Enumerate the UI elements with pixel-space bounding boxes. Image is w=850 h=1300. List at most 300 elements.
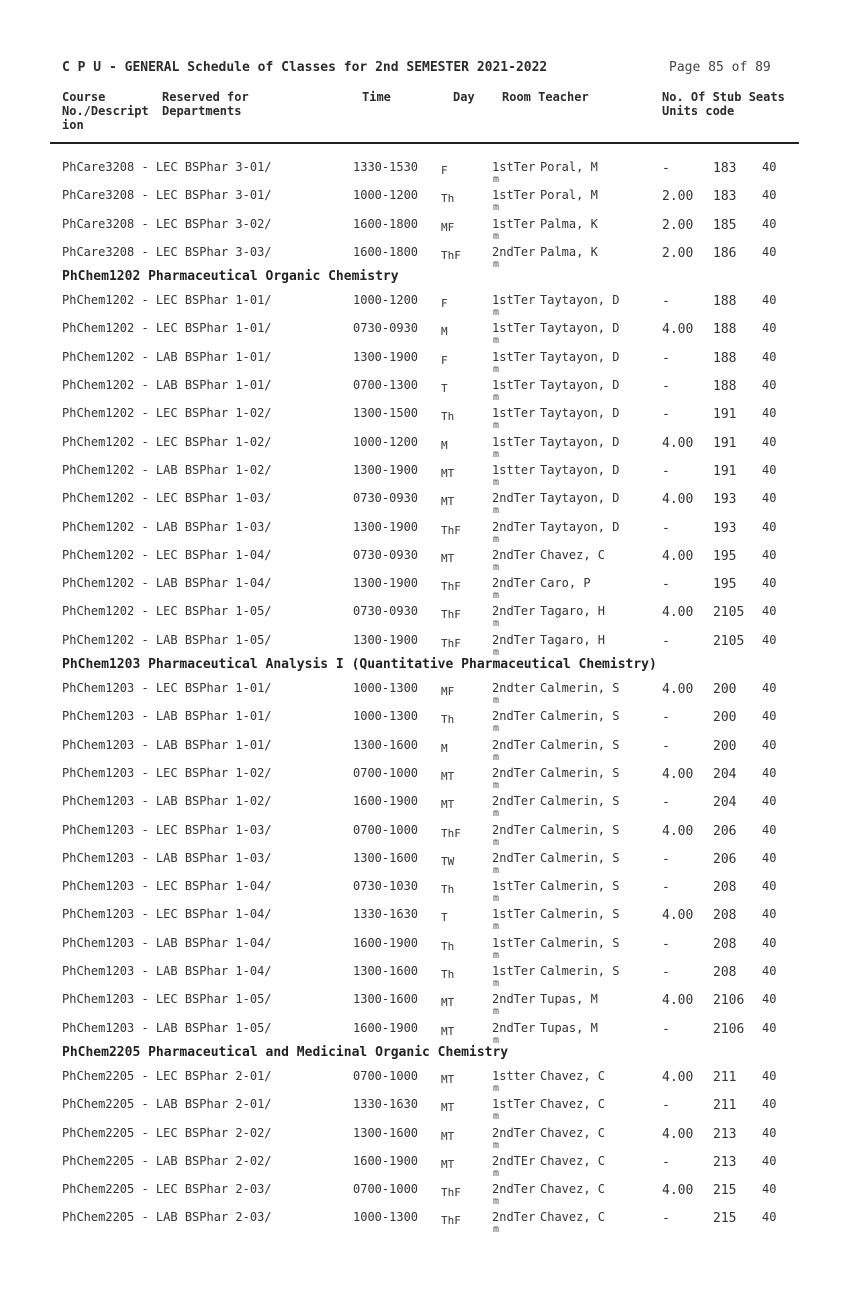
table-row — [0, 568, 850, 602]
table-row — [0, 512, 850, 545]
time-cell: 1600-1900 — [353, 794, 419, 809]
teacher-name-suffix: m — [493, 258, 500, 270]
units-cell: 4.00 — [662, 766, 694, 782]
day-cell: ThF — [441, 523, 461, 537]
course-cell: PhChem2205 - LEC BSPhar 2-03/ — [62, 1182, 272, 1197]
teacher-name-suffix: m — [493, 420, 500, 432]
stub-code-cell: 215 — [713, 1211, 737, 1227]
course-cell: PhChem1202 - LEC BSPhar 1-02/ — [62, 434, 272, 449]
teacher-cell: Tagaro, H — [540, 632, 606, 647]
stub-code-cell: 215 — [713, 1183, 737, 1199]
table-row — [0, 928, 850, 961]
stub-code-cell: 206 — [713, 823, 737, 839]
time-cell: 1600-1800 — [353, 244, 419, 259]
teacher-cell: Calmerin, S — [540, 709, 620, 724]
seats-cell: 40 — [762, 1210, 777, 1225]
seats-cell: 40 — [762, 765, 777, 780]
room-cell: 2ndTer — [492, 822, 536, 837]
stub-code-cell: 204 — [713, 766, 737, 782]
room-cell: 1stTer — [492, 188, 536, 203]
room-cell: 1stTer — [492, 216, 536, 231]
day-cell: M — [441, 325, 448, 339]
teacher-cell: Palma, K — [540, 216, 598, 231]
teacher-cell: Taytayon, D — [540, 519, 620, 534]
table-row — [0, 427, 850, 460]
teacher-cell: Poral, M — [540, 188, 598, 203]
course-cell: PhChem1203 - LAB BSPhar 1-05/ — [62, 1020, 272, 1035]
room-cell: 1stTer — [492, 349, 536, 364]
course-section-heading — [0, 653, 850, 673]
day-cell: T — [441, 911, 448, 925]
course-cell: PhCare3208 - LEC BSPhar 3-01/ — [62, 188, 272, 203]
stub-code-cell: 188 — [713, 294, 737, 310]
teacher-cell: Tupas, M — [540, 1020, 598, 1035]
teacher-name-suffix: m — [493, 723, 500, 735]
teacher-cell: Chavez, C — [540, 1182, 606, 1197]
day-cell: Th — [441, 883, 455, 897]
stub-code-cell: 200 — [713, 738, 737, 754]
seats-cell: 40 — [762, 293, 777, 308]
teacher-name-suffix: m — [493, 307, 500, 319]
table-row — [0, 786, 850, 820]
column-header-time: Time — [362, 90, 391, 104]
teacher-name-suffix: m — [493, 646, 500, 658]
teacher-cell: Chavez, C — [540, 1125, 606, 1140]
units-cell: - — [662, 851, 670, 867]
teacher-name-suffix: m — [493, 1006, 500, 1018]
teacher-cell: Palma, K — [540, 244, 598, 259]
stub-code-cell: 211 — [713, 1069, 737, 1085]
seats-cell: 40 — [762, 632, 777, 647]
day-cell: MT — [441, 996, 455, 1010]
table-row — [0, 342, 850, 375]
column-header-room-teacher: Room Teacher — [502, 90, 589, 104]
course-cell: PhChem1203 - LAB BSPhar 1-03/ — [62, 850, 272, 865]
column-header-reserved: Reserved for Departments — [162, 90, 249, 118]
units-cell: 4.00 — [662, 322, 694, 338]
teacher-cell: Calmerin, S — [540, 935, 620, 950]
room-cell: 1stTer — [492, 879, 536, 894]
room-cell: 2ndTer — [492, 1210, 536, 1225]
room-cell: 2ndTer — [492, 737, 536, 752]
units-cell: 2.00 — [662, 245, 694, 261]
room-cell: 1stTer — [492, 321, 536, 336]
seats-cell: 40 — [762, 907, 777, 922]
day-cell: F — [441, 353, 448, 367]
seats-cell: 40 — [762, 709, 777, 724]
table-row — [0, 152, 850, 185]
table-row — [0, 596, 850, 630]
teacher-name-suffix: m — [493, 751, 500, 763]
course-cell: PhChem1202 - LAB BSPhar 1-05/ — [62, 632, 272, 647]
seats-cell: 40 — [762, 737, 777, 752]
units-cell: - — [662, 1021, 670, 1037]
course-cell: PhChem1202 - LAB BSPhar 1-03/ — [62, 519, 272, 534]
course-cell: PhChem1203 - LAB BSPhar 1-04/ — [62, 964, 272, 979]
time-cell: 0700-1000 — [353, 1182, 419, 1197]
header-divider — [50, 142, 799, 144]
day-cell: MT — [441, 798, 455, 812]
table-row — [0, 483, 850, 517]
stub-code-cell: 200 — [713, 710, 737, 726]
time-cell: 0730-1030 — [353, 879, 419, 894]
units-cell: 4.00 — [662, 435, 694, 451]
table-row — [0, 313, 850, 347]
time-cell: 1300-1900 — [353, 519, 419, 534]
seats-cell: 40 — [762, 879, 777, 894]
stub-code-cell: 188 — [713, 350, 737, 366]
course-cell: PhChem1203 - LEC BSPhar 1-04/ — [62, 879, 272, 894]
teacher-name-suffix: m — [493, 1196, 500, 1208]
teacher-name-suffix: m — [493, 779, 500, 791]
room-cell: 2ndTEr — [492, 1153, 536, 1168]
time-cell: 1300-1900 — [353, 576, 419, 591]
seats-cell: 40 — [762, 1125, 777, 1140]
units-cell: 4.00 — [662, 993, 694, 1009]
day-cell: ThF — [441, 248, 461, 262]
room-cell: 1stTer — [492, 293, 536, 308]
stub-code-cell: 208 — [713, 908, 737, 924]
time-cell: 1600-1900 — [353, 935, 419, 950]
stub-code-cell: 188 — [713, 322, 737, 338]
teacher-name-suffix: m — [493, 1111, 500, 1123]
units-cell: 4.00 — [662, 605, 694, 621]
table-row — [0, 370, 850, 404]
teacher-cell: Taytayon, D — [540, 349, 620, 364]
table-row — [0, 1146, 850, 1179]
table-row — [0, 1013, 850, 1046]
units-cell: 4.00 — [662, 1069, 694, 1085]
course-cell: PhCare3208 - LEC BSPhar 3-02/ — [62, 216, 272, 231]
course-cell: PhChem2205 - LEC BSPhar 2-01/ — [62, 1068, 272, 1083]
teacher-cell: Calmerin, S — [540, 737, 620, 752]
teacher-cell: Chavez, C — [540, 547, 606, 562]
time-cell: 0730-0930 — [353, 547, 419, 562]
room-cell: 2ndTer — [492, 850, 536, 865]
seats-cell: 40 — [762, 964, 777, 979]
table-row — [0, 398, 850, 432]
teacher-cell: Chavez, C — [540, 1097, 606, 1112]
day-cell: F — [441, 297, 448, 311]
room-cell: 1stTer — [492, 160, 536, 174]
teacher-cell: Calmerin, S — [540, 765, 620, 780]
time-cell: 1000-1200 — [353, 293, 419, 308]
units-cell: - — [662, 880, 670, 896]
table-row — [0, 1061, 850, 1094]
day-cell: ThF — [441, 1214, 461, 1228]
time-cell: 0700-1000 — [353, 822, 419, 837]
units-cell: - — [662, 577, 670, 593]
course-cell: PhChem1202 - LEC BSPhar 1-02/ — [62, 406, 272, 421]
units-cell: 4.00 — [662, 1126, 694, 1142]
teacher-name-suffix: m — [493, 893, 500, 905]
stub-code-cell: 213 — [713, 1126, 737, 1142]
seats-cell: 40 — [762, 519, 777, 534]
course-cell: PhChem1202 - LEC BSPhar 1-01/ — [62, 321, 272, 336]
stub-code-cell: 191 — [713, 435, 737, 451]
time-cell: 1300-1500 — [353, 406, 419, 421]
teacher-cell: Chavez, C — [540, 1153, 606, 1168]
day-cell: MT — [441, 551, 455, 565]
table-row — [0, 540, 850, 573]
teacher-name-suffix: m — [493, 864, 500, 876]
time-cell: 0730-0930 — [353, 491, 419, 506]
course-cell: PhChem1203 - LEC BSPhar 1-02/ — [62, 765, 272, 780]
room-cell: 1stTer — [492, 964, 536, 979]
stub-code-cell: 188 — [713, 379, 737, 395]
seats-cell: 40 — [762, 349, 777, 364]
teacher-cell: Taytayon, D — [540, 293, 620, 308]
seats-cell: 40 — [762, 188, 777, 203]
units-cell: - — [662, 965, 670, 981]
seats-cell: 40 — [762, 1097, 777, 1112]
table-row — [0, 1174, 850, 1208]
room-cell: 2ndTer — [492, 992, 536, 1007]
units-cell: - — [662, 1211, 670, 1227]
teacher-cell: Chavez, C — [540, 1068, 606, 1083]
time-cell: 0700-1300 — [353, 378, 419, 393]
day-cell: MT — [441, 466, 455, 480]
teacher-cell: Calmerin, S — [540, 822, 620, 837]
teacher-name-suffix: m — [493, 695, 500, 707]
table-row — [0, 285, 850, 319]
day-cell: Th — [441, 192, 455, 206]
units-cell: - — [662, 407, 670, 423]
teacher-cell: Tagaro, H — [540, 604, 606, 619]
time-cell: 1300-1600 — [353, 964, 419, 979]
teacher-cell: Calmerin, S — [540, 681, 620, 696]
room-cell: 2ndTer — [492, 765, 536, 780]
units-cell: 4.00 — [662, 682, 694, 698]
course-cell: PhChem1202 - LEC BSPhar 1-03/ — [62, 491, 272, 506]
units-cell: - — [662, 161, 670, 176]
section-title: PhChem2205 Pharmaceutical and Medicinal Organic Chemistry — [62, 1044, 509, 1060]
time-cell: 1300-1600 — [353, 992, 419, 1007]
units-cell: 4.00 — [662, 1183, 694, 1199]
time-cell: 0700-1000 — [353, 1068, 419, 1083]
stub-code-cell: 195 — [713, 577, 737, 593]
seats-cell: 40 — [762, 491, 777, 506]
units-cell: 4.00 — [662, 492, 694, 508]
stub-code-cell: 213 — [713, 1154, 737, 1170]
course-cell: PhChem1203 - LEC BSPhar 1-01/ — [62, 681, 272, 696]
room-cell: 1stTer — [492, 378, 536, 393]
course-cell: PhChem1203 - LEC BSPhar 1-03/ — [62, 822, 272, 837]
time-cell: 1000-1200 — [353, 188, 419, 203]
room-cell: 2ndter — [492, 681, 536, 696]
seats-cell: 40 — [762, 576, 777, 591]
time-cell: 1300-1900 — [353, 462, 419, 477]
course-cell: PhChem2205 - LAB BSPhar 2-03/ — [62, 1210, 272, 1225]
units-cell: 4.00 — [662, 908, 694, 924]
room-cell: 1stTer — [492, 434, 536, 449]
teacher-cell: Tupas, M — [540, 992, 598, 1007]
seats-cell: 40 — [762, 244, 777, 259]
teacher-name-suffix: m — [493, 392, 500, 404]
course-cell: PhCare3208 - LEC BSPhar 3-03/ — [62, 244, 272, 259]
table-row — [0, 899, 850, 933]
course-cell: PhChem1203 - LEC BSPhar 1-04/ — [62, 907, 272, 922]
teacher-name-suffix: m — [493, 1082, 500, 1094]
table-row — [0, 1202, 850, 1236]
room-cell: 2ndTer — [492, 632, 536, 647]
table-row — [0, 1118, 850, 1151]
table-row — [0, 701, 850, 735]
schedule-table — [0, 152, 850, 1236]
seats-cell: 40 — [762, 462, 777, 477]
stub-code-cell: 208 — [713, 936, 737, 952]
teacher-name-suffix: m — [493, 533, 500, 545]
column-header-course: Course No./Descript ion — [62, 90, 149, 132]
seats-cell: 40 — [762, 547, 777, 562]
time-cell: 0730-0930 — [353, 321, 419, 336]
table-row — [0, 956, 850, 990]
units-cell: - — [662, 1154, 670, 1170]
stub-code-cell: 183 — [713, 189, 737, 205]
seats-cell: 40 — [762, 1153, 777, 1168]
course-cell: PhChem1202 - LAB BSPhar 1-04/ — [62, 576, 272, 591]
time-cell: 1330-1530 — [353, 160, 419, 174]
teacher-name-suffix: m — [493, 1224, 500, 1236]
room-cell: 2ndTer — [492, 604, 536, 619]
course-cell: PhChem2205 - LEC BSPhar 2-02/ — [62, 1125, 272, 1140]
table-row — [0, 625, 850, 658]
day-cell: TW — [441, 854, 455, 868]
time-cell: 1300-1600 — [353, 1125, 419, 1140]
time-cell: 1600-1900 — [353, 1153, 419, 1168]
time-cell: 0700-1000 — [353, 765, 419, 780]
day-cell: MT — [441, 1072, 455, 1086]
course-cell: PhChem1202 - LEC BSPhar 1-05/ — [62, 604, 272, 619]
seats-cell: 40 — [762, 1020, 777, 1035]
units-cell: - — [662, 350, 670, 366]
course-cell: PhChem2205 - LAB BSPhar 2-01/ — [62, 1097, 272, 1112]
stub-code-cell: 2106 — [713, 1021, 745, 1037]
teacher-name-suffix: m — [493, 921, 500, 933]
teacher-cell: Caro, P — [540, 576, 591, 591]
teacher-name-suffix: m — [493, 335, 500, 347]
table-row — [0, 815, 850, 848]
units-cell: - — [662, 738, 670, 754]
seats-cell: 40 — [762, 681, 777, 696]
room-cell: 2ndTer — [492, 1125, 536, 1140]
seats-cell: 40 — [762, 216, 777, 231]
day-cell: MT — [441, 769, 455, 783]
teacher-name-suffix: m — [493, 590, 500, 602]
table-row — [0, 984, 850, 1018]
teacher-name-suffix: m — [493, 978, 500, 990]
units-cell: - — [662, 379, 670, 395]
time-cell: 1600-1900 — [353, 1020, 419, 1035]
teacher-cell: Taytayon, D — [540, 434, 620, 449]
day-cell: T — [441, 382, 448, 396]
stub-code-cell: 2106 — [713, 993, 745, 1009]
day-cell: MT — [441, 1101, 455, 1115]
time-cell: 1000-1200 — [353, 434, 419, 449]
day-cell: MF — [441, 220, 455, 234]
units-cell: 2.00 — [662, 217, 694, 233]
teacher-name-suffix: m — [493, 363, 500, 375]
time-cell: 1000-1300 — [353, 1210, 419, 1225]
units-cell: - — [662, 633, 670, 649]
time-cell: 1300-1600 — [353, 850, 419, 865]
teacher-name-suffix: m — [493, 174, 500, 185]
seats-cell: 40 — [762, 604, 777, 619]
room-cell: 1stTer — [492, 1097, 536, 1112]
teacher-cell: Calmerin, S — [540, 907, 620, 922]
seats-cell: 40 — [762, 992, 777, 1007]
seats-cell: 40 — [762, 160, 777, 174]
teacher-cell: Taytayon, D — [540, 406, 620, 421]
page-number: Page 85 of 89 — [669, 60, 771, 75]
day-cell: F — [441, 164, 448, 177]
time-cell: 1600-1800 — [353, 216, 419, 231]
teacher-name-suffix: m — [493, 202, 500, 214]
day-cell: ThF — [441, 608, 461, 622]
stub-code-cell: 204 — [713, 795, 737, 811]
course-cell: PhChem1203 - LAB BSPhar 1-01/ — [62, 737, 272, 752]
units-cell: 4.00 — [662, 548, 694, 564]
day-cell: MT — [441, 1157, 455, 1171]
units-cell: - — [662, 520, 670, 536]
table-row — [0, 1089, 850, 1123]
teacher-cell: Taytayon, D — [540, 378, 620, 393]
teacher-name-suffix: m — [493, 561, 500, 573]
stub-code-cell: 200 — [713, 682, 737, 698]
seats-cell: 40 — [762, 434, 777, 449]
room-cell: 2ndTer — [492, 794, 536, 809]
table-row — [0, 455, 850, 488]
course-cell: PhChem1202 - LAB BSPhar 1-01/ — [62, 349, 272, 364]
teacher-cell: Taytayon, D — [540, 462, 620, 477]
room-cell: 2ndTer — [492, 519, 536, 534]
room-cell: 2ndTer — [492, 1020, 536, 1035]
stub-code-cell: 208 — [713, 965, 737, 981]
units-cell: - — [662, 463, 670, 479]
day-cell: M — [441, 438, 448, 452]
time-cell: 1330-1630 — [353, 907, 419, 922]
stub-code-cell: 193 — [713, 520, 737, 536]
day-cell: MT — [441, 1129, 455, 1143]
page-header — [62, 60, 782, 78]
table-row — [0, 209, 850, 242]
teacher-cell: Taytayon, D — [540, 321, 620, 336]
day-cell: Th — [441, 968, 455, 982]
room-cell: 2ndTer — [492, 1182, 536, 1197]
day-cell: MT — [441, 495, 455, 509]
teacher-name-suffix: m — [493, 505, 500, 517]
units-cell: - — [662, 294, 670, 310]
stub-code-cell: 211 — [713, 1098, 737, 1114]
course-cell: PhChem2205 - LAB BSPhar 2-02/ — [62, 1153, 272, 1168]
room-cell: 1stTer — [492, 907, 536, 922]
table-row — [0, 673, 850, 707]
units-cell: - — [662, 795, 670, 811]
day-cell: ThF — [441, 826, 461, 840]
stub-code-cell: 191 — [713, 407, 737, 423]
course-cell: PhChem1203 - LEC BSPhar 1-05/ — [62, 992, 272, 1007]
teacher-name-suffix: m — [493, 949, 500, 961]
teacher-cell: Poral, M — [540, 160, 598, 174]
day-cell: ThF — [441, 636, 461, 650]
course-cell: PhChem1203 - LAB BSPhar 1-02/ — [62, 794, 272, 809]
day-cell: Th — [441, 939, 455, 953]
seats-cell: 40 — [762, 850, 777, 865]
seats-cell: 40 — [762, 822, 777, 837]
units-cell: - — [662, 1098, 670, 1114]
room-cell: 2ndTer — [492, 576, 536, 591]
column-header-units-stub-seats: No. Of Stub Seats Units code — [662, 90, 785, 118]
